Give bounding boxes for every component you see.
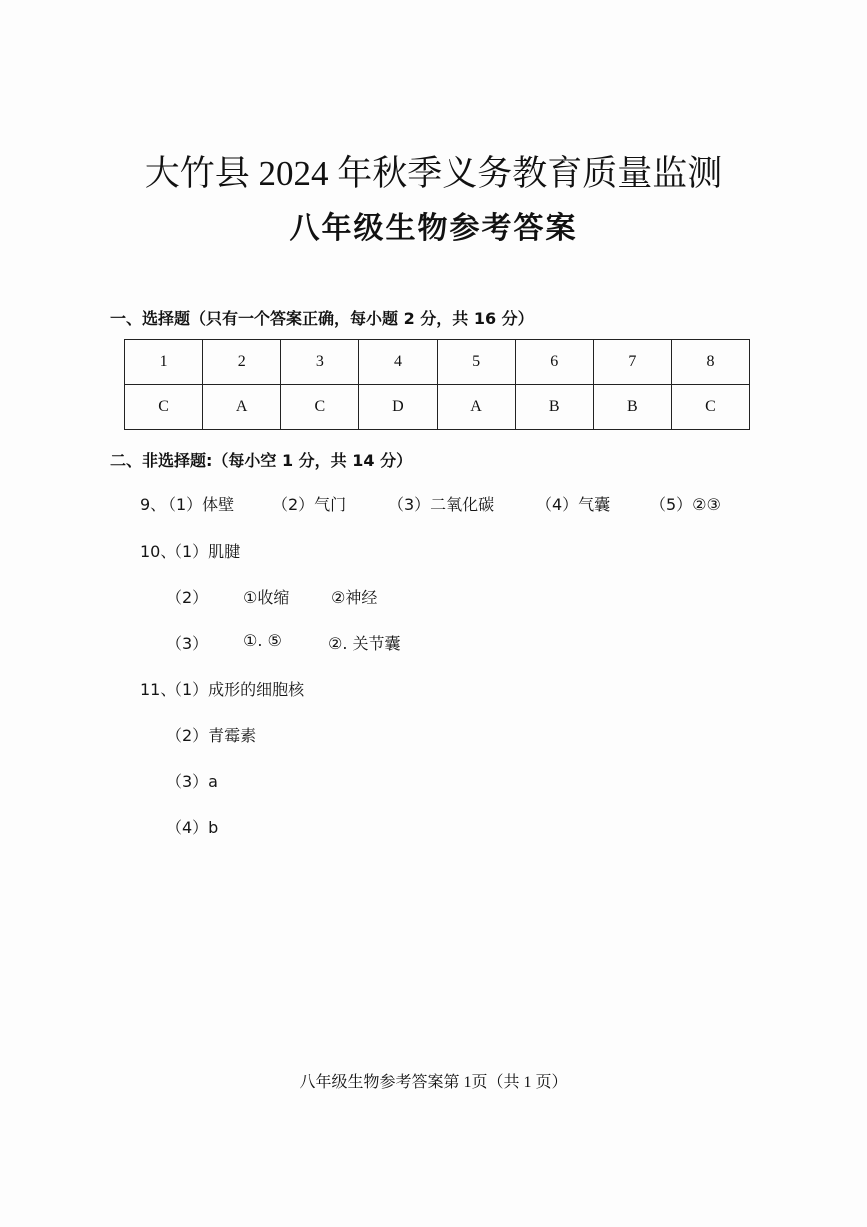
question-10-line-1 <box>0 539 867 563</box>
answer-cell: C <box>671 385 749 430</box>
question-number-cell: 5 <box>437 340 515 385</box>
question-11-number: 11、 <box>140 680 177 699</box>
question-number-cell: 6 <box>515 340 593 385</box>
question-number-cell: 2 <box>203 340 281 385</box>
answer-cell: C <box>281 385 359 430</box>
answer-cell: B <box>593 385 671 430</box>
question-11-part-3: （3）a <box>166 772 218 791</box>
answer-cell: C <box>125 385 203 430</box>
question-number-cell: 8 <box>671 340 749 385</box>
answer-cell: B <box>515 385 593 430</box>
section-heading-non-choice: 二、非选择题:（每小空 1 分，共 14 分） <box>110 451 413 470</box>
question-9-part-2: （2）气门 <box>272 495 347 514</box>
question-10-part-2-b: ②神经 <box>331 588 378 607</box>
answer-cell: D <box>359 385 437 430</box>
question-number-cell: 7 <box>593 340 671 385</box>
answer-row <box>125 385 750 430</box>
answer-cell: A <box>437 385 515 430</box>
question-number-cell: 3 <box>281 340 359 385</box>
question-9-line <box>0 492 867 516</box>
answer-cell: A <box>203 385 281 430</box>
question-9-part-4: （4）气囊 <box>536 495 611 514</box>
section-heading-multiple-choice: 一、选择题（只有一个答案正确，每小题 2 分，共 16 分） <box>110 309 534 328</box>
question-9-part-1: （1）体壁 <box>160 495 235 514</box>
answer-table <box>124 339 750 430</box>
question-11-line-4 <box>0 815 867 839</box>
question-10-part-2-a: ①收缩 <box>243 588 290 607</box>
page-footer: 八年级生物参考答案第 1页（共 1 页） <box>299 1074 568 1091</box>
question-11-part-2: （2）青霉素 <box>166 726 257 745</box>
question-9-part-3: （3）二氧化碳 <box>388 495 495 514</box>
question-11-line-1 <box>0 677 867 701</box>
question-number-cell: 1 <box>125 340 203 385</box>
question-number-row <box>125 340 750 385</box>
question-10-number: 10、 <box>140 542 177 561</box>
question-11-line-2 <box>0 723 867 747</box>
question-9-part-5: （5）②③ <box>650 495 721 514</box>
document-title: 大竹县 2024 年秋季义务教育质量监测 <box>144 154 723 193</box>
question-10-line-2 <box>0 585 867 609</box>
question-10-part-3-label: （3） <box>166 634 209 653</box>
document-subtitle: 八年级生物参考答案 <box>289 211 578 246</box>
question-11-part-4: （4）b <box>166 818 219 837</box>
question-11-part-1: （1）成形的细胞核 <box>166 680 305 699</box>
question-10-part-2-label: （2） <box>166 588 209 607</box>
question-10-part-3-b: ②. 关节囊 <box>328 634 401 653</box>
question-10-part-1: （1）肌腱 <box>166 542 241 561</box>
question-10-line-3 <box>0 631 867 655</box>
question-number-cell: 4 <box>359 340 437 385</box>
question-11-line-3 <box>0 769 867 793</box>
question-10-part-3-a: ①. ⑤ <box>243 631 282 650</box>
question-9-number: 9、 <box>140 495 167 514</box>
